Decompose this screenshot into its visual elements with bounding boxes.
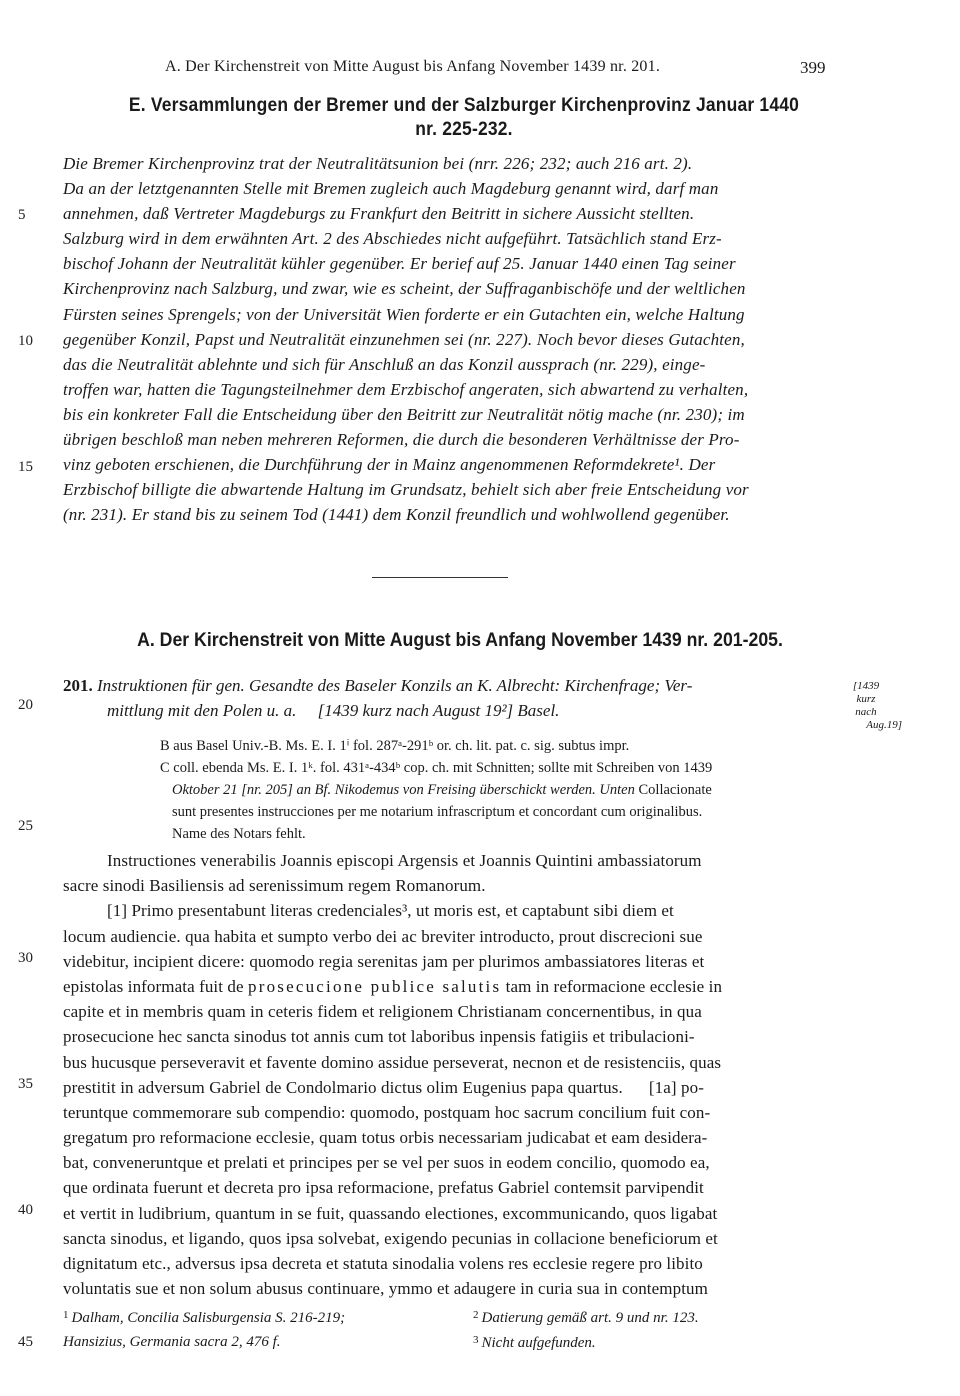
entry-title-line2: mittlung mit den Polen u. a. [1439 kurz nach August 19²] Basel. <box>107 701 560 720</box>
footnote-2: $^2$ Datierung gemäß art. 9 und nr. 123. <box>473 1309 699 1326</box>
page-number: 399 <box>800 58 826 77</box>
footnote-1: $^1$ Dalham, Concilia Salisburgensia S. 216-219; <box>63 1309 346 1326</box>
text-line: videbitur, incipient dicere: quomodo regia serenitas jam per plurimos ambassiatores literas et <box>63 951 705 971</box>
line-number: 35 <box>18 1076 33 1092</box>
text-line: et vertit in ludibrium, quantum in se fuit, quassando electiones, excommunicando, quos ligabat <box>63 1203 718 1223</box>
footnote-1-continuation: Hansizius, Germania sacra 2, 476 f. <box>63 1334 281 1350</box>
entry-201-header <box>63 673 843 723</box>
spaced-emphasis: prosecucione publice salutis <box>248 976 502 996</box>
line-number: 15 <box>18 459 33 475</box>
source-apparatus <box>160 735 850 845</box>
text-line: bus hucusque perseveravit et favente domino assidue perseverat, necnon et de resistenciis, quas <box>63 1052 722 1072</box>
intro-line: (nr. 231). Er stand bis zu seinem Tod (1441) dem Konzil freundlich und wohlwollend gegenüber. <box>63 505 730 525</box>
source-line: C coll. ebenda Ms. E. I. 1ᵏ. fol. 431ᵃ-434ᵇ cop. ch. mit Schnitten; sollte mit Schreiben von 1439 <box>160 760 713 776</box>
intro-line: Fürsten seines Sprengels; von der Universität Wien forderte er ein Gutachten ein, welche Haltung <box>63 304 745 324</box>
text-line: sacre sinodi Basiliensis ad serenissimum regem Romanorum. <box>63 876 486 896</box>
footnotes <box>63 1309 863 1359</box>
footnote-3: $^3$ Nicht aufgefunden. <box>473 1334 596 1351</box>
line-number: 25 <box>18 818 33 834</box>
section-divider <box>372 577 508 578</box>
line-number: 5 <box>18 207 26 223</box>
main-text <box>63 848 833 1301</box>
text-line: bat, conveneruntque et prelati et principes per se vel per suos in eodem concilio, quomodo ea, <box>63 1153 710 1173</box>
intro-line: annehmen, daß Vertreter Magdeburgs zu Frankfurt den Beitritt in sichere Aussicht stellten. <box>63 204 695 224</box>
source-line: B aus Basel Univ.-B. Ms. E. I. 1ⁱ fol. 287ᵃ-291ᵇ or. ch. lit. pat. c. sig. subtus impr. <box>160 738 630 754</box>
intro-line: gegenüber Konzil, Papst und Neutralität einzunehmen sei (nr. 227). Noch bevor dieses Gutachten, <box>63 329 745 349</box>
line-number: 20 <box>18 697 33 713</box>
margin-date: [1439 kurz nach Aug.19] <box>852 680 902 731</box>
line-number: 30 <box>18 950 33 966</box>
section-e-heading <box>114 94 813 142</box>
intro-line: das die Neutralität ablehnte und sich für Anschluß an das Konzil aussprach (nr. 229), einge- <box>63 354 706 374</box>
intro-line: vinz geboten erschienen, die Durchführung der in Mainz angenommenen Reformdekrete¹. Der <box>63 455 716 475</box>
text-line: epistolas informata fuit de prosecucione publice salutis tam in reformacione ecclesie in <box>63 976 723 996</box>
intro-line: Erzbischof billigte die abwartende Haltung im Grundsatz, behielt sich aber freie Entscheidung vor <box>63 480 749 500</box>
text-line: voluntatis sue et non solum abusus continuare, ymmo et adaugere in curia sua in contemptum <box>63 1279 708 1299</box>
source-line: sunt presentes instrucciones per me notarium infrascriptum et concordant cum originalibus. <box>172 804 703 820</box>
section-e-introduction <box>63 151 853 527</box>
source-line: Name des Notars fehlt. <box>172 826 306 842</box>
section-e-heading-line2: nr. 225-232. <box>415 119 513 140</box>
entry-number: 201. <box>63 676 93 695</box>
intro-line: Kirchenprovinz nach Salzburg, und zwar, wie es scheint, der Suffraganbischöfe und der weltlichen <box>63 279 746 299</box>
intro-line: troffen war, hatten die Tagungsteilnehmer dem Erzbischof angeraten, sich abwartend zu verhalten, <box>63 379 749 399</box>
intro-line: bis ein konkreter Fall die Entscheidung über den Beitritt zur Neutralität nötig mache (nr. 230); im <box>63 404 745 424</box>
text-line: sancta sinodus, et ligando, quos ipsa solvebat, exigendo pecunias in collacione beneficiorum et <box>63 1228 718 1248</box>
text-line: dignitatum etc., adversus ipsa decreta et statuta sinodalia volens res ecclesie regere pro libito <box>63 1254 703 1273</box>
intro-line: Salzburg wird in dem erwähnten Art. 2 des Abschiedes nicht aufgeführt. Tatsächlich stand Erz- <box>63 229 722 249</box>
intro-line: Da an der letztgenannten Stelle mit Bremen zugleich auch Magdeburg genannt wird, darf man <box>63 179 719 199</box>
text-line: [1] Primo presentabunt literas credenciales³, ut moris est, et captabunt sibi diem et <box>107 901 674 921</box>
intro-line: bischof Johann der Neutralität kühler gegenüber. Er berief auf 25. Januar 1440 einen Tag seiner <box>63 254 736 274</box>
line-number: 10 <box>18 333 33 349</box>
text-line: teruntque commemorare sub compendio: quomodo, postquam hoc sacrum concilium fuit con- <box>63 1102 711 1122</box>
text-line: prestitit in adversum Gabriel de Condolmario dictus olim Eugenius papa quartus. [1a] po- <box>63 1077 704 1097</box>
running-head-title: A. Der Kirchenstreit von Mitte August bis Anfang November 1439 nr. 201. <box>165 58 661 75</box>
text-line: locum audiencie. qua habita et sumpto verbo dei ac breviter introducto, prout discrecioni sue <box>63 926 703 946</box>
source-line: Oktober 21 [nr. 205] an Bf. Nikodemus von Freising überschickt werden. Unten Collacionate <box>172 782 712 798</box>
section-e-heading-line1: E. Versammlungen der Bremer und der Salzburger Kirchenprovinz Januar 1440 <box>128 95 800 116</box>
text-line: gregatum pro reformacione ecclesie, quam totus orbis necessariam judicabat et eam desidera- <box>63 1128 708 1148</box>
line-number: 40 <box>18 1202 33 1218</box>
text-line: prosecucione hec sancta sinodus tot annis cum tot laboribus inpensis fatigiis et tribulacioni- <box>63 1027 695 1047</box>
running-head <box>0 58 960 82</box>
line-number: 45 <box>18 1334 33 1350</box>
text-line: que ordinata fuerunt et decreta pro ipsa reformacione, prefatus Gabriel contemsit parvipendit <box>63 1178 704 1198</box>
intro-line: Die Bremer Kirchenprovinz trat der Neutralitätsunion bei (nrr. 226; 232; auch 216 art. 2). <box>63 154 693 173</box>
entry-title-line1: Instruktionen für gen. Gesandte des Baseler Konzils an K. Albrecht: Kirchenfrage; Ver- <box>97 676 693 695</box>
intro-line: übrigen beschloß man neben mehreren Reformen, die durch die besonderen Verhältnisse der Pro- <box>63 430 740 450</box>
text-line: capite et in membris quam in ceteris fidem et religionem Christianam concernentibus, in qua <box>63 1002 702 1022</box>
section-a-heading: A. Der Kirchenstreit von Mitte August bis Anfang November 1439 nr. 201-205. <box>137 630 783 651</box>
text-line: Instructiones venerabilis Joannis episcopi Argensis et Joannis Quintini ambassiatorum <box>107 851 702 870</box>
